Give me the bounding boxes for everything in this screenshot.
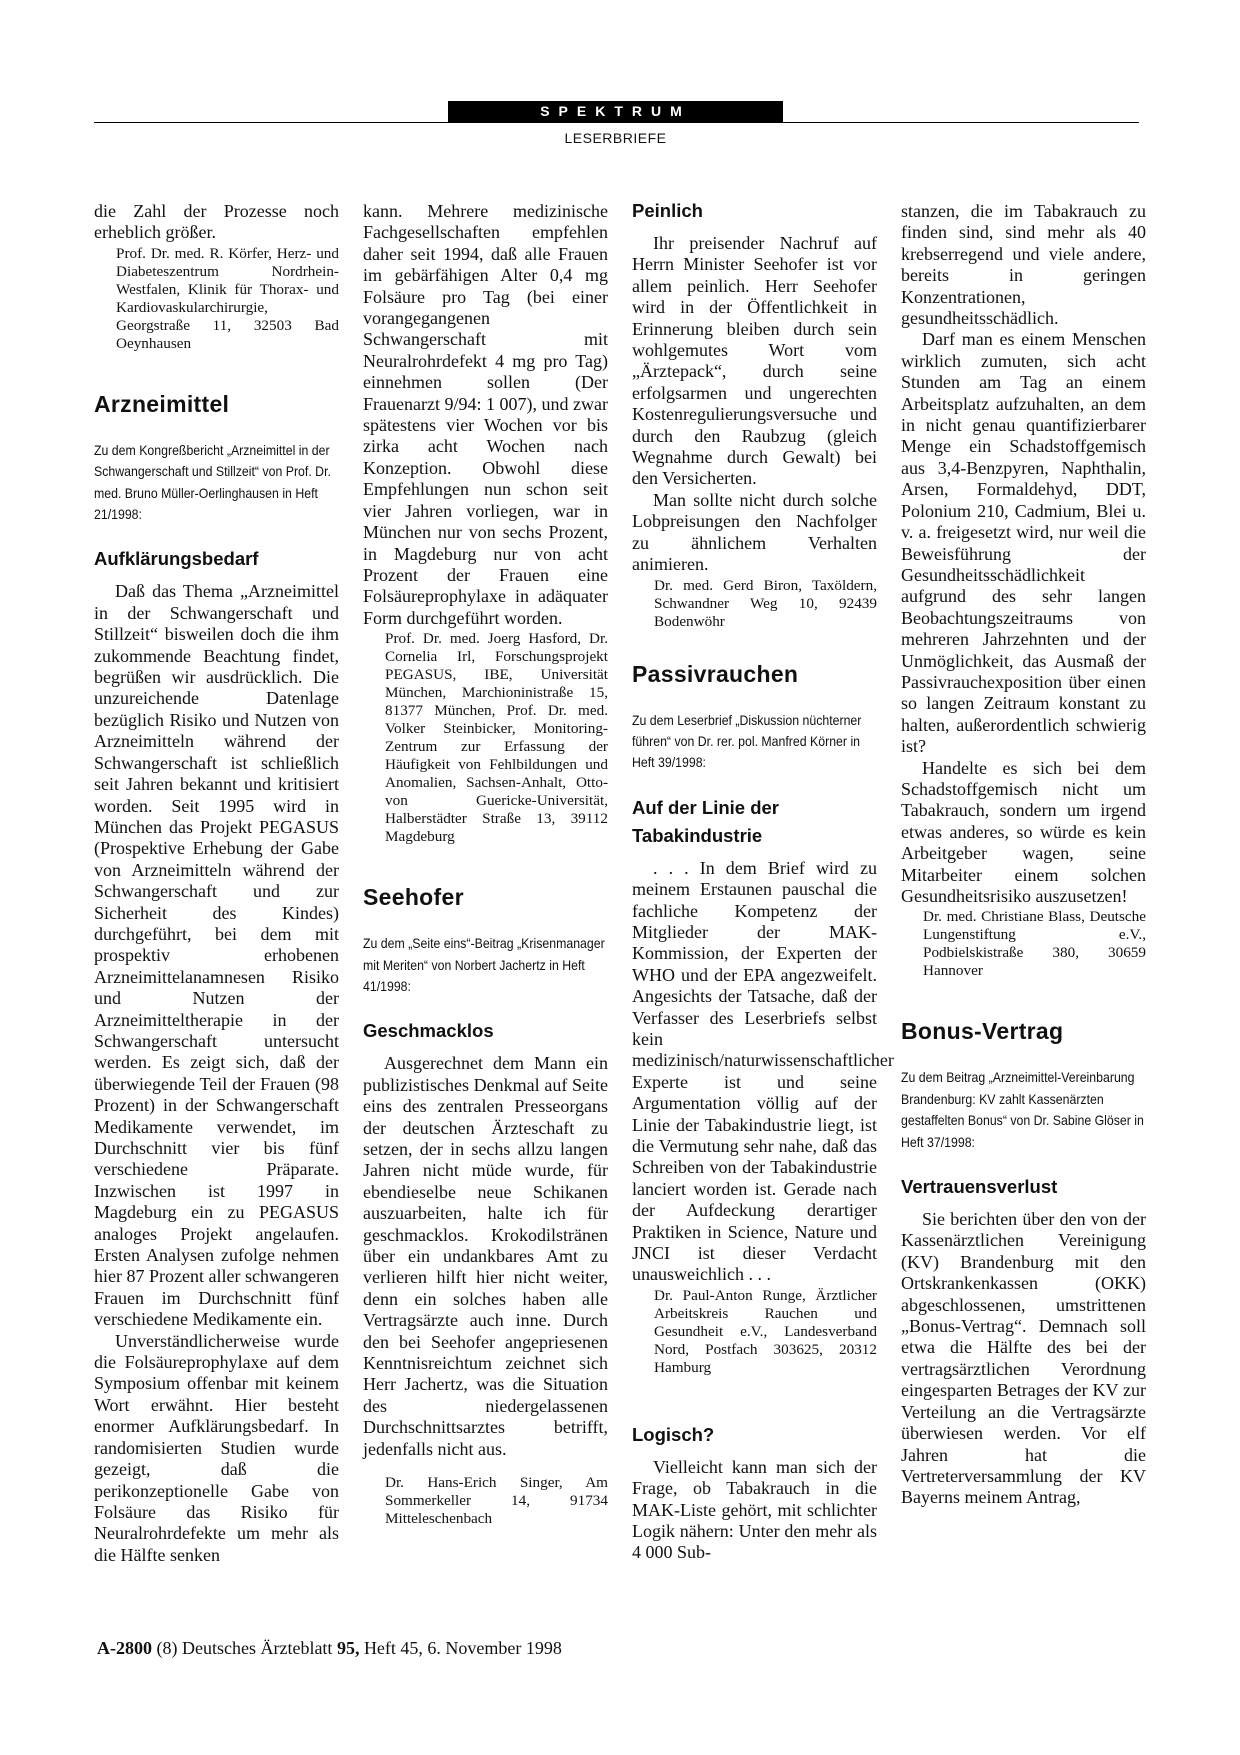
section-heading: Bonus-Vertrag: [901, 1018, 1064, 1045]
section-heading: Arzneimittel: [94, 390, 230, 417]
letter-paragraph: Man sollte nicht durch solche Lobpreisungen den Nachfolger zu ähnlichem Verhalten animieren.: [632, 489, 877, 575]
continued-text: die Zahl der Prozesse noch erheblich größer.: [94, 201, 339, 243]
section-band: SPEKTRUM: [448, 101, 783, 122]
signature: Dr. Hans-Erich Singer, Am Sommerkeller 14, 91734 Mitteleschenbach: [385, 1474, 608, 1528]
letter-paragraph: Vielleicht kann man sich der Frage, ob Tabakrauch in die MAK-Liste gehört, mit schlichter Logik nähern: Unter den mehr als 4 000 Sub-: [632, 1456, 877, 1563]
letter-paragraph: Sie berichten über den von der Kassenärztlichen Vereinigung (KV) Brandenburg mit den Ortskrankenkassen (OKK) abgeschlossenen, umstrittenen „Bonus-Vertrag“. Demnach soll etwa die Hälfte des bei der vertragsärztlichen Verordnung eingesparten Betrages der KV zur Verteilung an die Vertragsärzte überwiesen werden. Vor elf Jahren hat die Vertreterversammlung der KV Bayerns meinem Antrag,: [901, 1209, 1146, 1508]
citation: (8) Deutsches Ärzteblatt: [156, 1638, 333, 1658]
volume: 95,: [336, 1638, 360, 1658]
letter-title: Logisch?: [632, 1423, 715, 1445]
letter-paragraph: Ihr preisender Nachruf auf Herrn Minister Seehofer ist vor allem peinlich. Herr Seehofer wird in der Öffentlichkeit in Erinnerung bleiben durch sein wohlgemutes Wort vom „Ärztepack“, durch seine erfolgsarmen und ungerechten Kostenregulierungsversuche und durch den Raubzug (gleich Wegnahme durch Gewalt) bei den Versicherten.: [632, 233, 877, 489]
header-rule: [94, 122, 1139, 123]
letter-paragraph: stanzen, die im Tabakrauch zu finden sind, sind mehr als 40 krebserregend und viele andere, bereits in geringen Konzentrationen, gesundheitsschädlich.: [901, 201, 1146, 329]
signature: Prof. Dr. med. R. Körfer, Herz- und Diabeteszentrum Nordrhein-Westfalen, Klinik für Thorax- und Kardiovaskularchirurgie, Georgstraße 11, 32503 Bad Oeynhausen: [116, 244, 339, 352]
column-2: [363, 201, 608, 1528]
signature: Dr. med. Christiane Blass, Deutsche Lungenstiftung e.V., Podbielskistraße 380, 30659 Hannover: [923, 908, 1146, 980]
letter-paragraph: kann. Mehrere medizinische Fachgesellschaften empfehlen daher seit 1994, daß alle Frauen im gebärfähigen Alter 0,4 mg Folsäure pro Tag (bei einer vorangegangenen Schwangerschaft mit Neuralrohrdefekt 4 mg pro Tag) einnehmen sollen (Der Frauenarzt 9/94: 1 007), und zwar spätestens vier Wochen vor bis zirka acht Wochen nach Konzeption. Obwohl diese Empfehlungen nun schon seit vier Jahren vorliegen, war in München nur von sechs Prozent, in Magdeburg nur von acht Prozent der Frauen eine Folsäureprophylaxe in adäquater Form durchgeführt worden.: [363, 201, 608, 628]
signature: Prof. Dr. med. Joerg Hasford, Dr. Cornelia Irl, Forschungsprojekt PEGASUS, IBE, Universität München, Marchioninistraße 15, 81377 München, Prof. Dr. med. Volker Steinbicker, Monitoring-Zentrum zur Erfassung der Häufigkeit von Fehlbildungen und Anomalien, Sachsen-Anhalt, Otto-von Guericke-Universität, Halberstädter Straße 13, 39112 Magdeburg: [385, 630, 608, 846]
section-intro: Zu dem Kongreßbericht „Arzneimittel in der Schwangerschaft und Stillzeit“ von Prof. Dr. med. Bruno Müller-Oerlinghausen in Heft 21/1998:: [94, 441, 331, 523]
page-code: A-2800: [97, 1638, 152, 1658]
letter-title: Aufklärungsbedarf: [94, 548, 259, 570]
letter-paragraph: . . . In dem Brief wird zu meinem Erstaunen pauschal die fachliche Kompetenz der Mitglieder der MAK-Kommission, der Experten der WHO und der EPA angezweifelt. Angesichts der Tatsache, daß der Verfasser des Leserbriefs selbst kein medizinisch/naturwissenschaftlicher Experte ist und seine Argumentation völlig auf der Linie der Tabakindustrie liegt, ist die Vermutung sehr nahe, daß das Schreiben von der Tabakindustrie lanciert worden ist. Gerade nach der Aufdeckung derartiger Praktiken in Science, Nature und JNCI ist dieser Verdacht unausweichlich . . .: [632, 857, 894, 1285]
letter-paragraph: Daß das Thema „Arzneimittel in der Schwangerschaft und Stillzeit“ bisweilen doch die ihm zukommende Beachtung findet, begrüßen wir ausdrücklich. Die unzureichende Datenlage bezüglich Risiko und Nutzen von Arzneimitteln während der Schwangerschaft ist schließlich seit Jahren bekannt und kritisiert worden. Seit 1995 wird in München das Projekt PEGASUS (Prospektive Erhebung der Gabe von Arzneimitteln während der Schwangerschaft und zur Sicherheit des Kindes) durchgeführt, bei dem mit prospektiv erhobenen Arzneimittelanamnesen Risiko und Nutzen der Arzneimitteltherapie in der Schwangerschaft untersucht werden. Es zeigt sich, daß der überwiegende Teil der Frauen (98 Prozent) in der Schwangerschaft Medikamente verwendet, im Durchschnitt vier bis fünf verschiedene Präparate. Inzwischen ist 1997 in Magdeburg ein zu PEGASUS analoges Projekt angelaufen. Ersten Analysen zufolge nehmen hier 87 Prozent aller schwangeren Frauen im Durchschnitt fünf verschiedene Medikamente ein.: [94, 581, 339, 1330]
signature: Dr. med. Gerd Biron, Taxöldern, Schwandner Weg 10, 92439 Bodenwöhr: [654, 576, 877, 630]
signature: Dr. Paul-Anton Runge, Ärztlicher Arbeitskreis Rauchen und Gesundheit e.V., Landesverband Nord, Postfach 303625, 20312 Hamburg: [654, 1286, 877, 1376]
letter-paragraph: Darf man es einem Menschen wirklich zumuten, sich acht Stunden am Tag an einem Arbeitsplatz aufzuhalten, an dem in nicht genau quantifizierbarer Menge ein Schadstoffgemisch aus 3,4-Benzpyren, Naphthalin, Arsen, Formaldehyd, DDT, Polonium 210, Cadmium, Blei u. v. a. freigesetzt wird, nur weil die Beweisführung der Gesundheitsschädlichkeit aufgrund des sehr langen Beobachtungszeitraums von mehreren Jahrzehnten und der Unmöglichkeit, das Ausmaß der Passivrauchexposition über einen so langen Zeitraum konstant zu halten, außerordentlich schwierig ist?: [901, 329, 1146, 757]
letter-paragraph: Handelte es sich bei dem Schadstoffgemisch nicht um Tabakrauch, sondern um irgend etwas anderes, so würde es kein Arbeitgeber wagen, seine Mitarbeiter einem solchen Gesundheitsrisiko auszusetzen!: [901, 757, 1146, 906]
section-intro: Zu dem „Seite eins“-Beitrag „Krisenmanager mit Meriten“ von Norbert Jachertz in Heft 41/1998:: [363, 935, 605, 994]
letter-paragraph: Unverständlicherweise wurde die Folsäureprophylaxe auf dem Symposium offenbar mit keinem Wort erwähnt. Hier besteht enormer Aufklärungsbedarf. In randomisierten Studien wurde gezeigt, daß die perikonzeptionelle Gabe von Folsäure das Risiko für Neuralrohrdefekte um mehr als die Hälfte senken: [94, 1330, 339, 1565]
letter-title: Peinlich: [632, 200, 703, 221]
column-3: [632, 200, 894, 1564]
letter-paragraph: Ausgerechnet dem Mann ein publizistisches Denkmal auf Seite eins des zentralen Presseorgans der deutschen Ärzteschaft zu setzen, der in sechs allzu langen Jahren nicht müde wurde, für ebendieselbe neue Schikanen auszuarbeiten, halte ich für geschmacklos. Krokodilstränen über ein undankbares Amt zu verlieren hilft hier nicht weiter, denn ein solches haben alle Vertragsärzte auch inne. Durch den bei Seehofer angepriesenen Kenntnisreichtum zeichnet sich Herr Jachertz, was die Situation des niedergelassenen Durchschnittsarztes betrifft, jedenfalls nicht aus.: [363, 1053, 608, 1459]
subsection-label: LESERBRIEFE: [564, 130, 667, 146]
column-1: [94, 201, 339, 1566]
letter-title: Vertrauensverlust: [901, 1176, 1058, 1198]
issue-date: Heft 45, 6. November 1998: [363, 1638, 562, 1658]
letter-title: Auf der Linie der Tabakindustrie: [632, 796, 779, 846]
section-intro: Zu dem Leserbrief „Diskussion nüchterner führen“ von Dr. rer. pol. Manfred Körner in Heft 39/1998:: [632, 711, 862, 771]
section-intro: Zu dem Beitrag „Arzneimittel-Vereinbarung Brandenburg: KV zahlt Kassenärzten gestaffelten Bonus“ von Dr. Sabine Glöser in Heft 37/1998:: [901, 1069, 1144, 1150]
column-4: [901, 201, 1146, 1509]
section-heading: Passivrauchen: [632, 660, 799, 687]
page-footer: [97, 1638, 562, 1659]
section-heading: Seehofer: [363, 884, 464, 911]
letter-title: Geschmacklos: [363, 1020, 494, 1042]
